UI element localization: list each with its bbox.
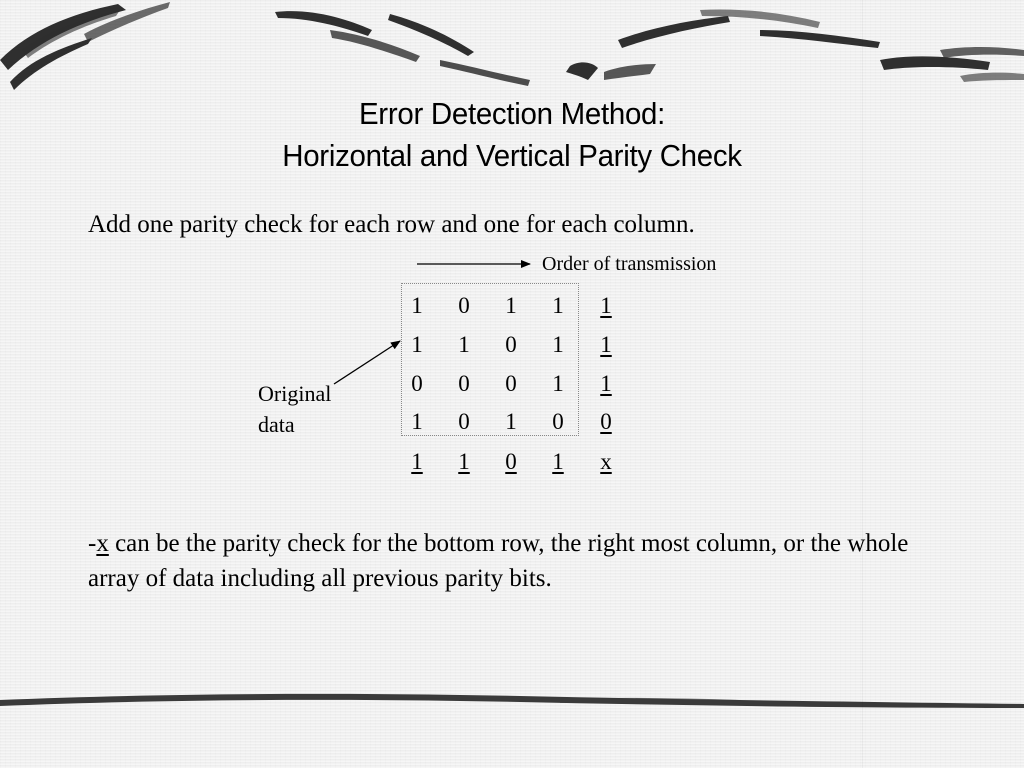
column-parity-bit-c1: 1 xyxy=(458,449,470,474)
matrix-cell-r0-c1: 0 xyxy=(458,293,470,318)
note-dash: - xyxy=(88,530,97,557)
original-data-label-line-1: Original xyxy=(258,381,332,406)
parity-note xyxy=(88,526,928,596)
title-line-2: Horizontal and Vertical Parity Check xyxy=(282,138,742,173)
original-data-label-line-2: data xyxy=(258,412,295,437)
matrix-cell-r2-c2: 0 xyxy=(505,371,517,396)
matrix-cell-r0-c2: 1 xyxy=(505,293,517,318)
matrix-cell-r2-c1: 0 xyxy=(458,371,470,396)
note-text: can be the parity check for the bottom row, the right most column, or the whole array of data including all previous parity bits. xyxy=(88,530,909,592)
note-x-symbol: x xyxy=(96,530,109,557)
overall-parity-bit-x: x xyxy=(600,449,612,474)
matrix-cell-r3-c0: 1 xyxy=(411,409,423,434)
matrix-cell-r1-c0: 1 xyxy=(411,332,423,357)
matrix-cell-r2-c0: 0 xyxy=(411,371,423,396)
matrix-cell-r0-c0: 1 xyxy=(411,293,423,318)
matrix-cell-r1-c2: 0 xyxy=(505,332,517,357)
order-of-transmission-label: Order of transmission xyxy=(542,253,717,275)
intro-text: Add one parity check for each row and one for each column. xyxy=(88,211,695,238)
title-line-1: Error Detection Method: xyxy=(358,96,666,131)
column-parity-bit-c3: 1 xyxy=(552,449,564,474)
matrix-cell-r1-c1: 1 xyxy=(458,332,470,357)
matrix-cell-r0-c3: 1 xyxy=(552,293,564,318)
matrix-cell-r3-c3: 0 xyxy=(552,409,564,434)
original-data-pointer-arrow xyxy=(334,341,400,384)
row-parity-bit-r3: 0 xyxy=(600,409,612,434)
matrix-cell-r2-c3: 1 xyxy=(552,371,564,396)
column-parity-bit-c0: 1 xyxy=(411,449,423,474)
original-data-label xyxy=(258,378,331,440)
matrix-cell-r3-c2: 1 xyxy=(505,409,517,434)
row-parity-bit-r2: 1 xyxy=(600,371,612,396)
matrix-cell-r1-c3: 1 xyxy=(552,332,564,357)
row-parity-bit-r0: 1 xyxy=(600,293,612,318)
row-parity-bit-r1: 1 xyxy=(600,332,612,357)
matrix-cell-r3-c1: 0 xyxy=(458,409,470,434)
column-parity-bit-c2: 0 xyxy=(505,449,517,474)
